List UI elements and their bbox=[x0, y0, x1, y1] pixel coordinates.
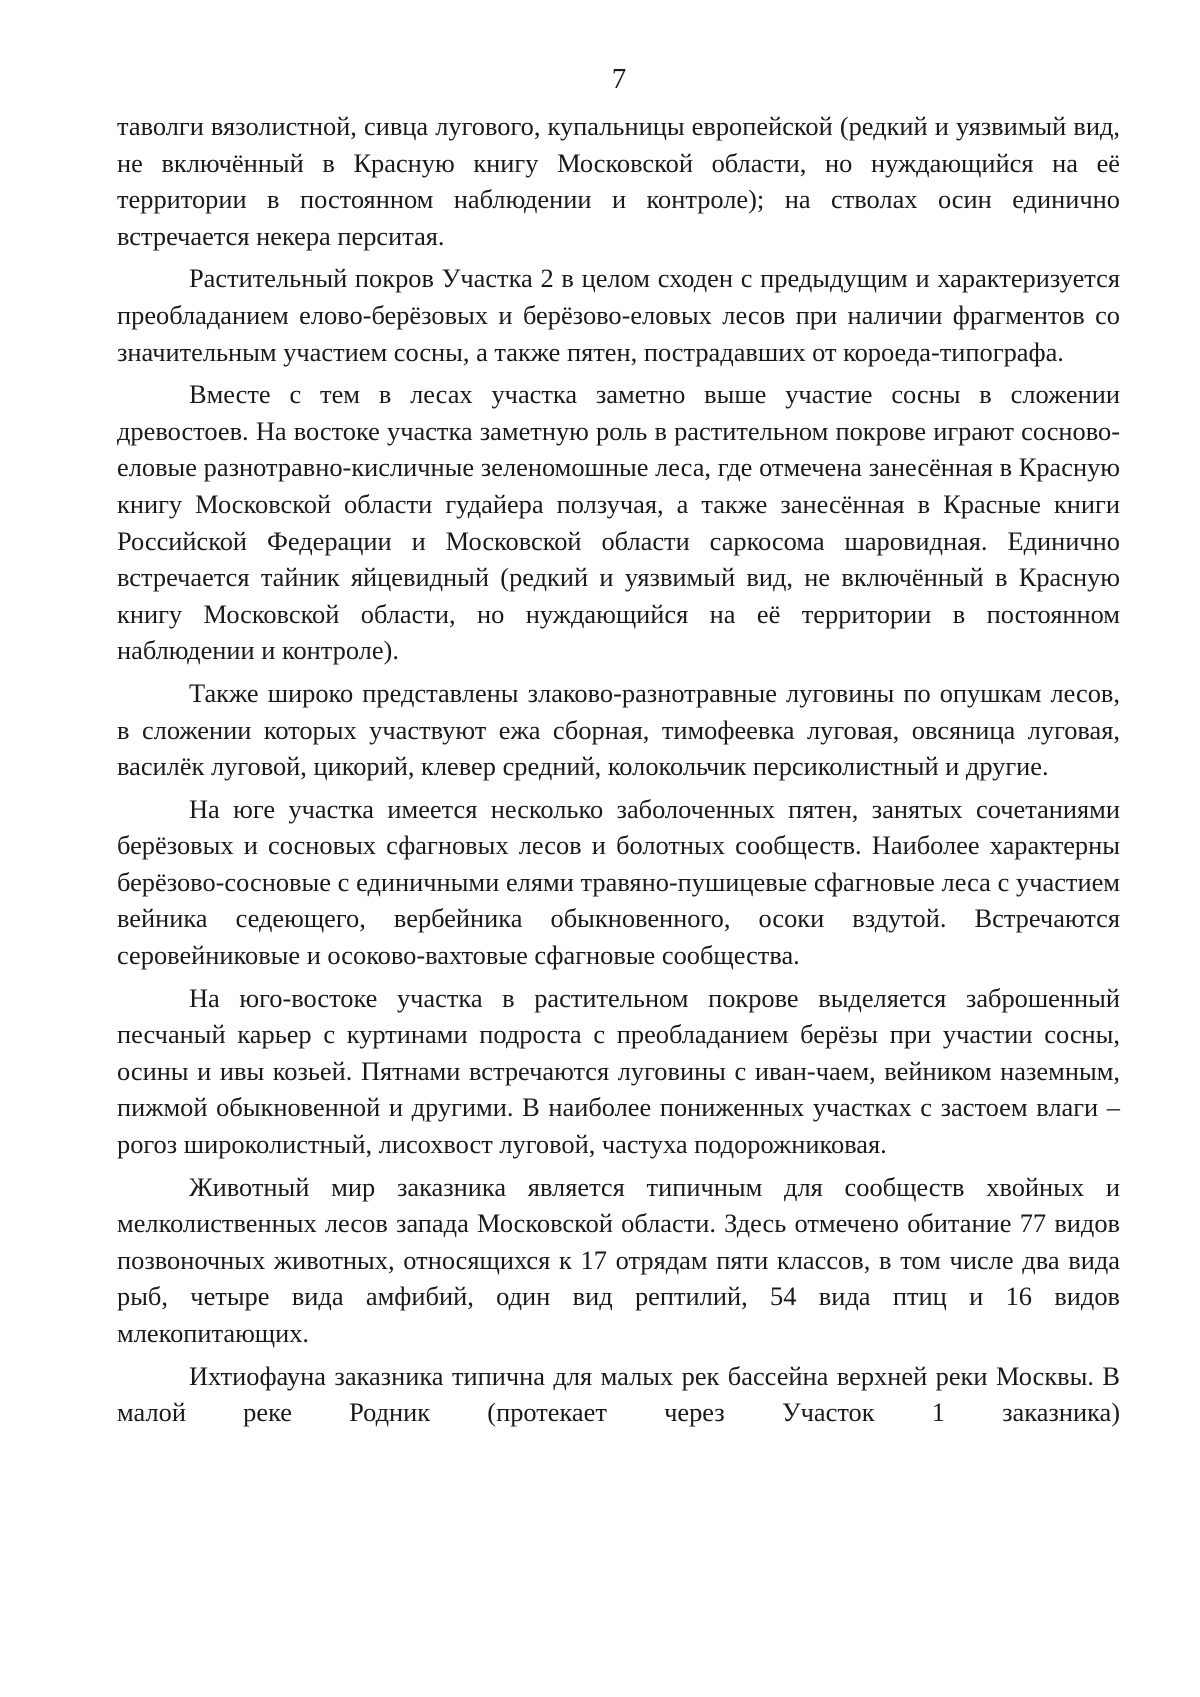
paragraph-wetlands-south: На юге участка имеется несколько заболоченных пятен, занятых сочетаниями берёзовых и сосновых сфагновых лесов и болотных сообществ. Наиболее характерны берёзово-сосновые с единичными елями травяно-пушицевые сфагновые леса с участием вейника седеющего, вербейника обыкновенного, осоки вздутой. Встречаются серовейниковые и осоково-вахтовые сфагновые сообщества. bbox=[117, 793, 1120, 971]
paragraph-ichthyofauna: Ихтиофауна заказника типична для малых рек бассейна верхней реки Москвы. В малой реке Родник (протекает через Участок 1 заказника) bbox=[117, 1360, 1120, 1428]
paragraph-vegetation-plot-2: Растительный покров Участка 2 в целом сходен с предыдущим и характеризуется преобладанием елово-берёзовых и берёзово-еловых лесов при наличии фрагментов со значительным участием сосны, а также пятен, пострадавших от короеда-типографа. bbox=[117, 263, 1120, 367]
paragraph-meadows: Также широко представлены злаково-разнотравные луговины по опушкам лесов, в сложении которых участвуют ежа сборная, тимофеевка луговая, овсяница луговая, василёк луговой, цикорий, клевер средний, колокольчик персиколистный и другие. bbox=[117, 677, 1120, 782]
page-number: 7 bbox=[611, 63, 627, 95]
paragraph-pine-forests: Вместе с тем в лесах участка заметно выше участие сосны в сложении древостоев. На востоке участка заметную роль в растительном покрове играют сосново-еловые разнотравно-кисличные зеленомошные леса, где отмечена занесённая в Красную книгу Московской области гудайера ползучая, а также занесённая в Красные книги Российской Федерации и Московской области саркосома шаровидная. Единично встречается тайник яйцевидный (редкий и уязвимый вид, не включённый в Красную книгу Московской области, но нуждающийся на её территории в постоянном наблюдении и контроле). bbox=[117, 379, 1120, 666]
document-body bbox=[117, 108, 1120, 1437]
paragraph-continued-from-previous-page: таволги вязолистной, сивца лугового, купальницы европейской (редкий и уязвимый вид, не включённый в Красную книгу Московской области, но нуждающийся на её территории в постоянном наблюдении и контроле); на стволах осин единично встречается некера перситая. bbox=[117, 111, 1120, 251]
paragraph-fauna: Животный мир заказника является типичным для сообществ хвойных и мелколиственных лесов запада Московской области. Здесь отмечено обитание 77 видов позвоночных животных, относящихся к 17 отрядам пяти классов, в том числе два вида рыб, четыре вида амфибий, один вид рептилий, 54 вида птиц и 16 видов млекопитающих. bbox=[117, 1171, 1120, 1348]
paragraph-sand-quarry-southeast: На юго-востоке участка в растительном покрове выделяется заброшенный песчаный карьер с куртинами подроста с преобладанием берёзы при участии сосны, осины и ивы козьей. Пятнами встречаются луговины с иван-чаем, вейником наземным, пижмой обыкновенной и другими. В наиболее пониженных участках с застоем влаги – рогоз широколистный, лисохвост луговой, частуха подорожниковая. bbox=[117, 982, 1120, 1160]
